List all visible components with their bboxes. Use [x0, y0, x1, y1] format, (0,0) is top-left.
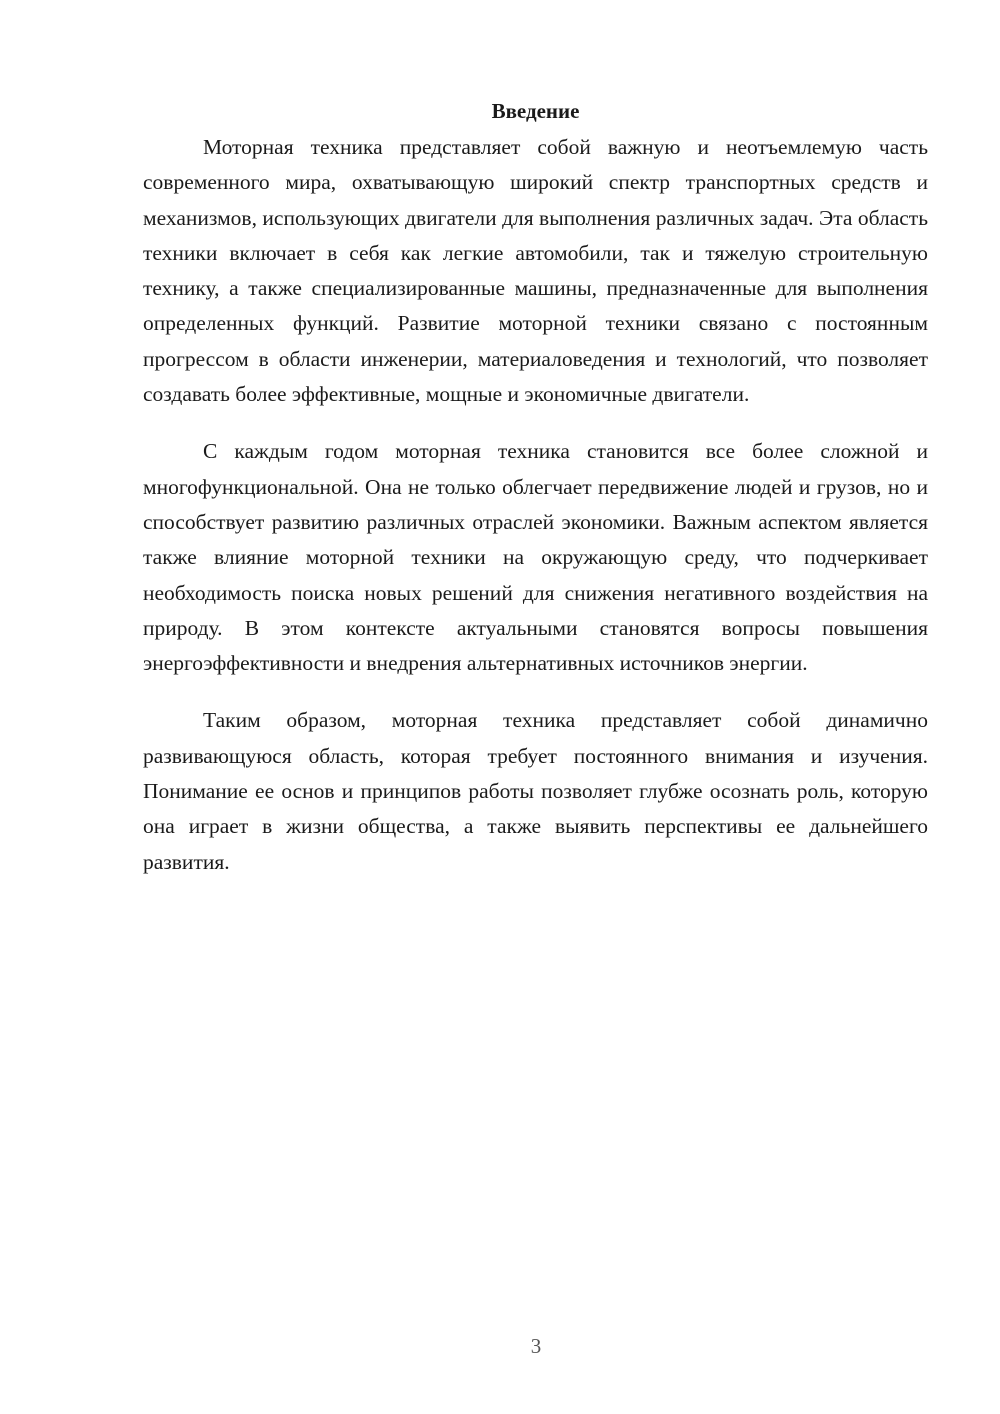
- paragraph-1: Моторная техника представляет собой важную и неотъемлемую часть современного мира, охватывающую широкий спектр транспортных средств и механизмов, использующих двигатели для выполнения различных задач. Эта область техники включает в себя как легкие автомобили, так и тяжелую строительную технику, а также специализированные машины, предназначенные для выполнения определенных функций. Развитие моторной техники связано с постоянным прогрессом в области инженерии, материаловедения и технологий, что позволяет создавать более эффективные, мощные и экономичные двигатели.: [143, 135, 928, 407]
- paragraph-3: Таким образом, моторная техника представляет собой динамично развивающуюся область, которая требует постоянного внимания и изучения. Понимание ее основ и принципов работы позволяет глубже осознать роль, которую она играет в жизни общества, а также выявить перспективы ее дальнейшего развития.: [143, 708, 928, 874]
- page-number: 3: [530, 1334, 542, 1358]
- section-title: Введение: [491, 99, 580, 123]
- paragraph-2: С каждым годом моторная техника становится все более сложной и многофункциональной. Она не только облегчает передвижение людей и грузов, но и способствует развитию различных отраслей экономики. Важным аспектом является также влияние моторной техники на окружающую среду, что подчеркивает необходимость поиска новых решений для снижения негативного воздействия на природу. В этом контексте актуальными становятся вопросы повышения энергоэффективности и внедрения альтернативных источников энергии.: [143, 439, 928, 676]
- page-content: [143, 96, 928, 902]
